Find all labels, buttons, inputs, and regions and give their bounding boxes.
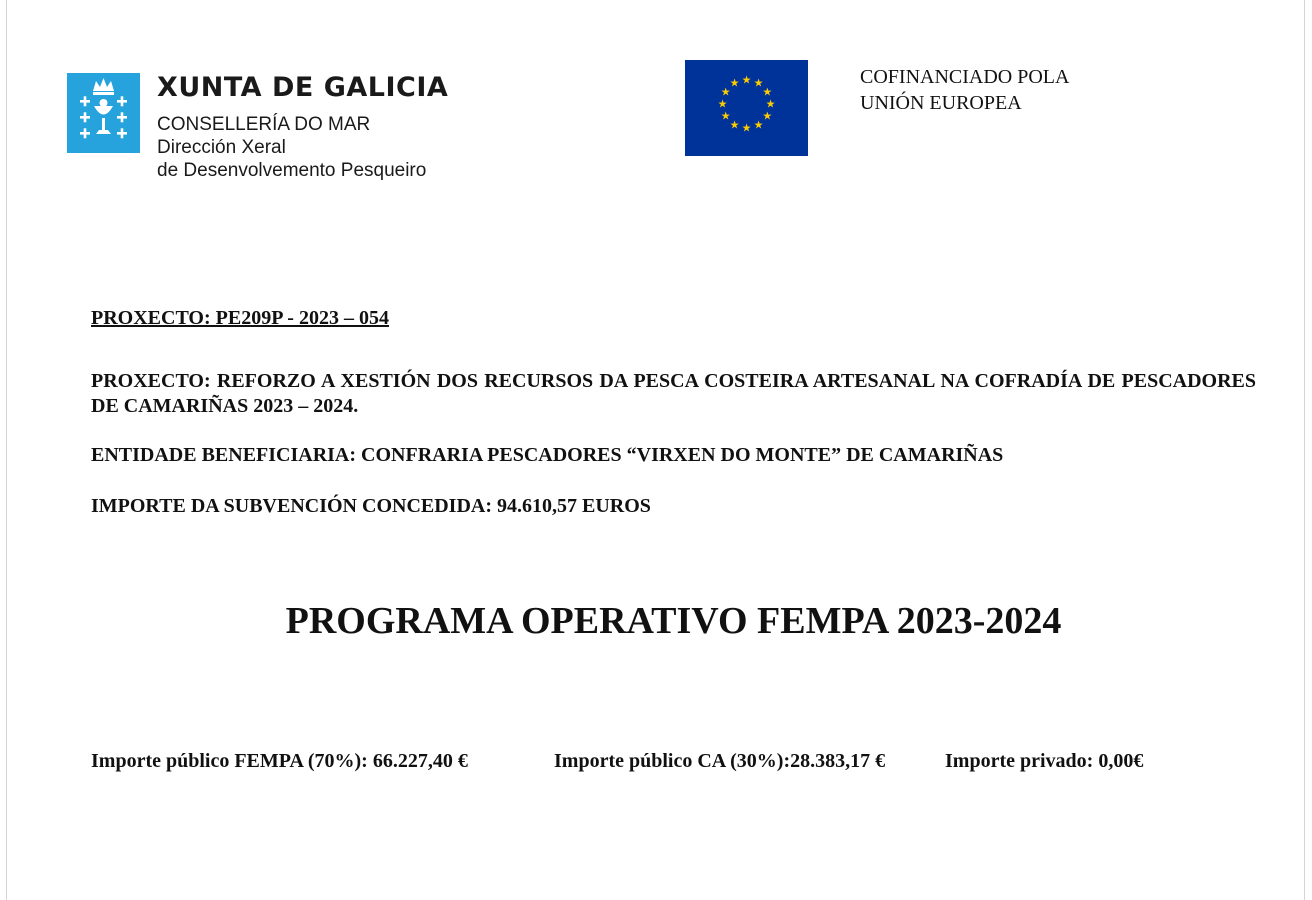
page-edge-left bbox=[6, 0, 7, 900]
funding-private: Importe privado: 0,00€ bbox=[945, 750, 1144, 772]
svg-text:★: ★ bbox=[720, 85, 731, 99]
svg-text:★: ★ bbox=[720, 109, 731, 123]
svg-text:★: ★ bbox=[741, 121, 752, 135]
page-edge-right bbox=[1304, 0, 1305, 900]
svg-text:★: ★ bbox=[717, 97, 728, 111]
funding-ca: Importe público CA (30%):28.383,17 € bbox=[554, 750, 886, 772]
svg-text:★: ★ bbox=[753, 76, 764, 90]
svg-text:★: ★ bbox=[762, 109, 773, 123]
eu-stars-icon bbox=[685, 60, 808, 156]
beneficiary-entity: ENTIDADE BENEFICIARIA: CONFRARIA PESCADORES “VIRXEN DO MONTE” DE CAMARIÑAS bbox=[91, 444, 1004, 466]
svg-text:★: ★ bbox=[765, 97, 776, 111]
xunta-shield-icon bbox=[67, 73, 140, 153]
xunta-shield-logo bbox=[67, 73, 140, 153]
program-title: PROGRAMA OPERATIVO FEMPA 2023-2024 bbox=[285, 600, 1062, 642]
svg-text:★: ★ bbox=[741, 73, 752, 87]
subsidy-amount: IMPORTE DA SUBVENCIÓN CONCEDIDA: 94.610,57 EUROS bbox=[91, 495, 651, 517]
eu-cofinanced-line2: UNIÓN EUROPEA bbox=[860, 92, 1022, 114]
svg-text:★: ★ bbox=[753, 118, 764, 132]
xunta-directorate-line2: de Desenvolvemento Pesqueiro bbox=[157, 160, 427, 181]
funding-fempa: Importe público FEMPA (70%): 66.227,40 € bbox=[91, 750, 468, 772]
eu-cofinanced-line1: COFINANCIADO POLA bbox=[860, 66, 1070, 88]
project-reference: PROXECTO: PE209P - 2023 – 054 bbox=[91, 307, 389, 329]
svg-text:★: ★ bbox=[729, 76, 740, 90]
svg-text:★: ★ bbox=[729, 118, 740, 132]
eu-flag bbox=[685, 60, 808, 156]
xunta-title: XUNTA DE GALICIA bbox=[157, 72, 449, 103]
xunta-department: CONSELLERÍA DO MAR bbox=[157, 114, 371, 135]
xunta-directorate-line1: Dirección Xeral bbox=[157, 137, 286, 158]
svg-text:★: ★ bbox=[762, 85, 773, 99]
project-description: PROXECTO: REFORZO A XESTIÓN DOS RECURSOS DA PESCA COSTEIRA ARTESANAL NA COFRADÍA DE PESCADORES DE CAMARIÑAS 2023 – 2024. bbox=[91, 370, 1256, 417]
